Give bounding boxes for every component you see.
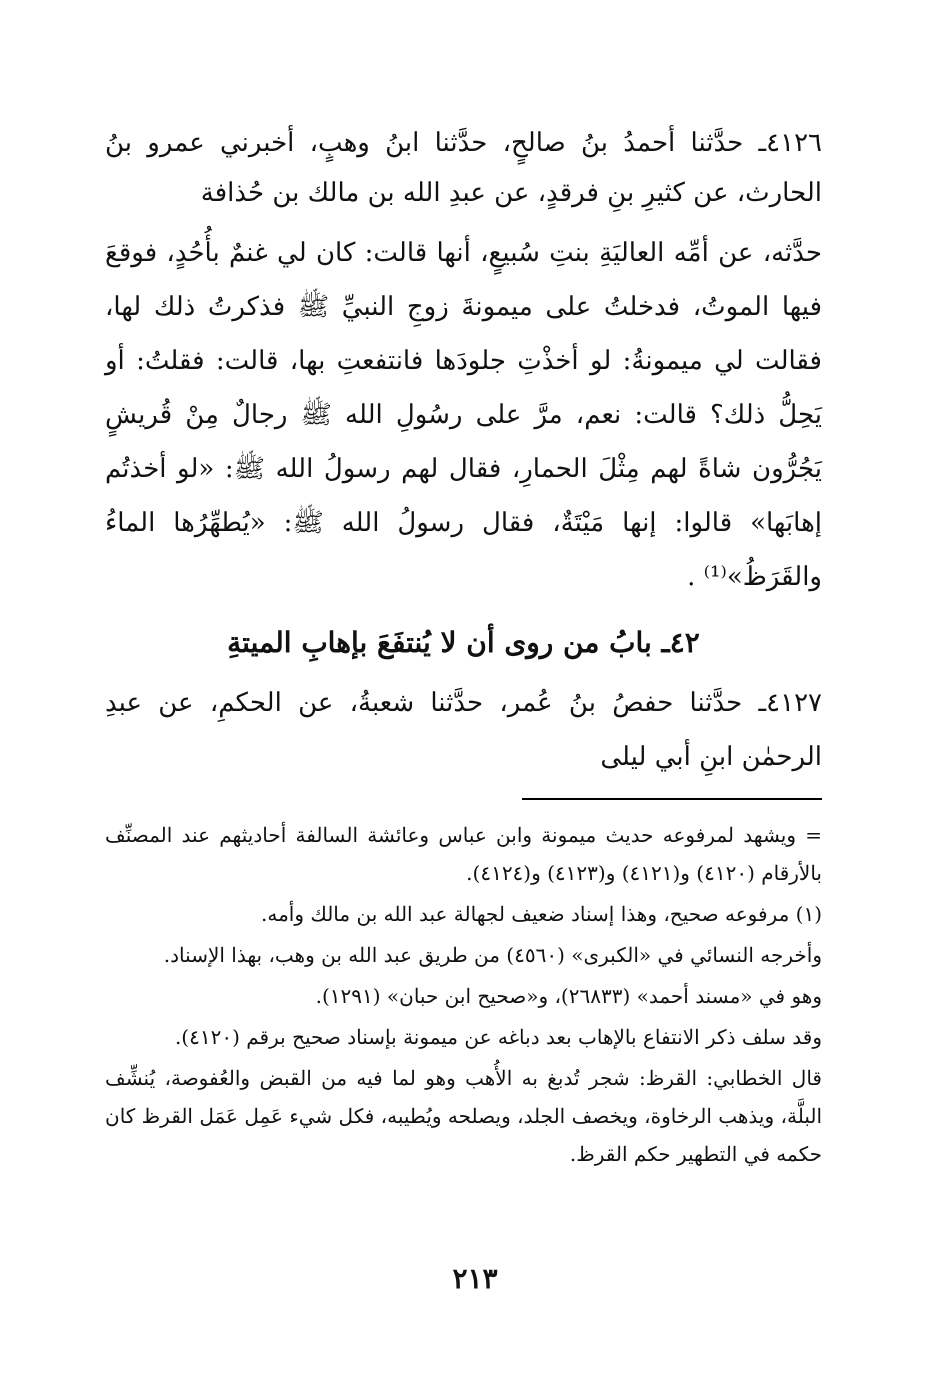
hadith-4126-text: حدَّثه، عن أمِّه العاليَةِ بنتِ سُبيعٍ، أنها قالت: كان لي غنمٌ بأُحُدٍ، فوقعَ فيها الموتُ، فدخلتُ على ميمونةَ زوجِ النبيِّ ﷺ فذكرتُ ذلك لها، فقالت لي ميمونةُ: لو أخذْتِ جلودَها فانتفعتِ بها، قالت: فقلتُ: أو يَحِلُّ ذلك؟ قالت: نعم، مرَّ على رسُولِ الله ﷺ رجالٌ مِنْ قُريشٍ يَجُرُّون شاةً لهم مِثْلَ الحمارِ، فقال لهم رسولُ الله ﷺ: «لو أخذتُم إهابَها» قالوا: إنها مَيْتَةٌ، فقال رسولُ الله ﷺ: «يُطهِّرُها الماءُ والقَرَظُ»⁽¹⁾ . xyxy=(105,238,823,592)
main-text xyxy=(105,118,822,784)
footnote-1-khattabi: قال الخطابي: القرظ: شجر تُدبغ به الأُهب وهو لما فيه من القبض والعُفوصة، يُنشِّف البلَّة، ويذهب الرخاوة، ويخصف الجلد، ويصلحه ويُطيبه، فكل شيء عَمِل عَمَل القرظ كان حكمه في التطهير حكم القرظ. xyxy=(105,1066,822,1166)
footnote-1: (١) مرفوعه صحيح، وهذا إسناد ضعيف لجهالة عبد الله بن مالك وأمه. xyxy=(260,902,822,926)
page-number: ٢١٣ xyxy=(452,1262,498,1295)
chapter-heading: ٤٢ـ بابُ من روى أن لا يُنتفَعَ بإهابِ الميتةِ xyxy=(227,626,700,659)
footnotes xyxy=(105,816,822,1173)
footnote-1-musnad: وهو في «مسند أحمد» (٢٦٨٣٣)، و«صحيح ابن حبان» (١٢٩١). xyxy=(315,984,822,1008)
footnote-1-takhrij: وأخرجه النسائي في «الكبرى» (٤٥٦٠) من طريق عبد الله بن وهب، بهذا الإسناد. xyxy=(163,943,822,967)
footnote-1-cross-reference: وقد سلف ذكر الانتفاع بالإهاب بعد دباغه عن ميمونة بإسناد صحيح برقم (٤١٢٠). xyxy=(174,1025,822,1049)
hadith-4126-intro: ٤١٢٦ـ حدَّثنا أحمدُ بنُ صالحٍ، حدَّثنا ابنُ وهبٍ، أخبرني عمرو بنُ الحارث، عن كثيرِ بنِ فرقدٍ، عن عبدِ الله بن مالك بن حُذافة xyxy=(105,128,822,208)
hadith-4127-intro: ٤١٢٧ـ حدَّثنا حفصُ بنُ عُمر، حدَّثنا شعبةُ، عن الحكمِ، عن عبدِ الرحمٰن ابنِ أبي ليلى xyxy=(105,688,822,772)
footnote-continuation: = ويشهد لمرفوعه حديث ميمونة وابن عباس وعائشة السالفة أحاديثهم عند المصنِّف بالأرقام (٤١٢٠) و(٤١٢١) و(٤١٢٣) و(٤١٢٤). xyxy=(105,823,822,885)
footnote-separator xyxy=(522,798,822,800)
page-body xyxy=(105,118,822,1173)
